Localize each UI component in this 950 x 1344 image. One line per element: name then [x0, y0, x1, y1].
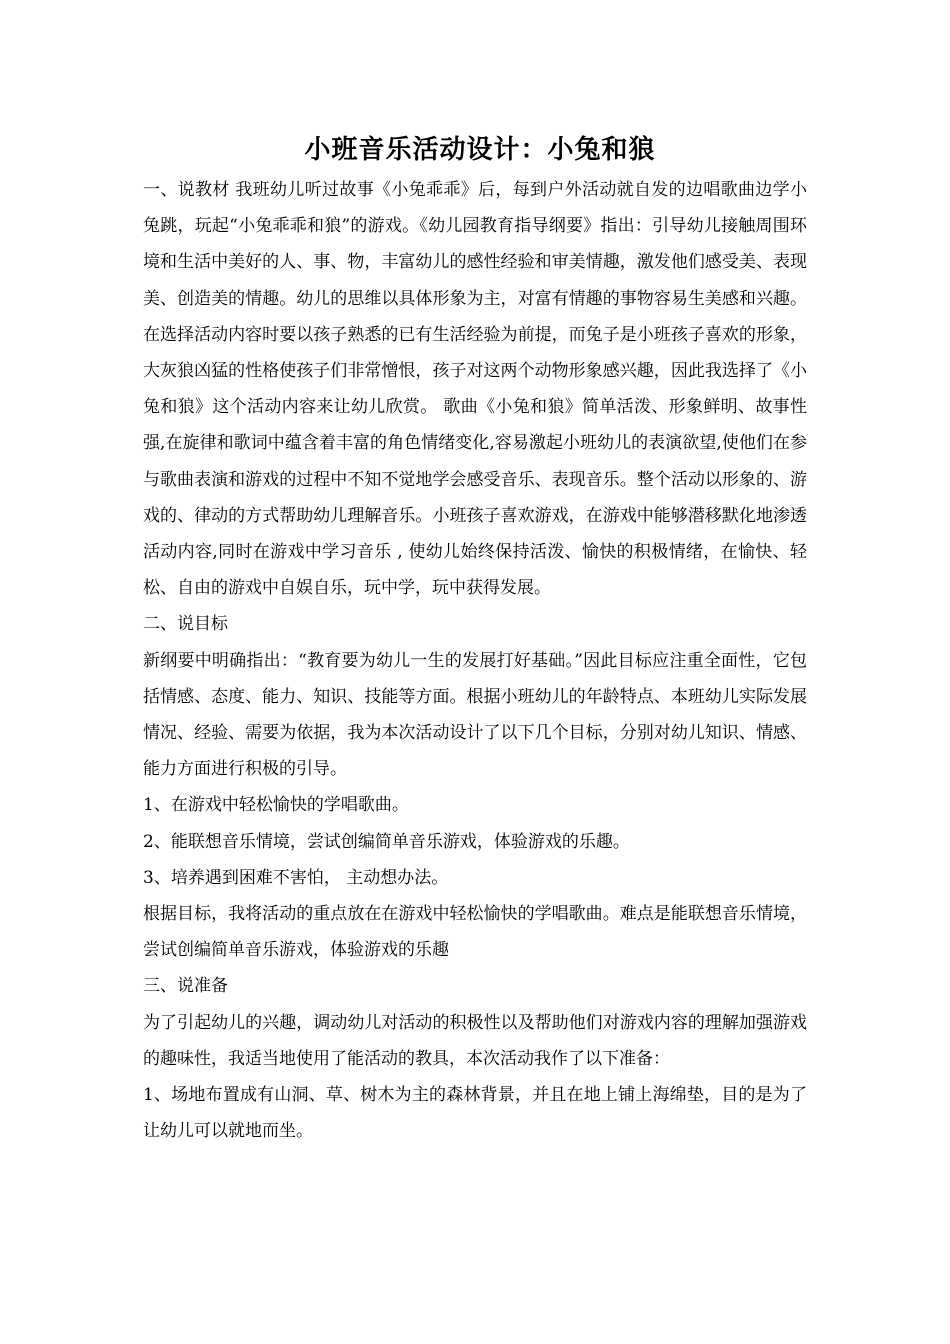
paragraph-teaching-material: 一、说教材 我班幼儿听过故事《小兔乖乖》后，每到户外活动就自发的边唱歌曲边学小兔跳，玩起“小兔乖乖和狼”的游戏。《幼儿园教育指导纲要》指出：引导幼儿接触周围环境和生活中美好的人、事、物，丰富幼儿的感性经验和审美情趣，激发他们感受美、表现美、创造美的情趣。幼儿的思维以具体形象为主，对富有情趣的事物容易生美感和兴趣。在选择活动内容时要以孩子熟悉的已有生活经验为前提，而兔子是小班孩子喜欢的形象，大灰狼凶猛的性格使孩子们非常憎恨，孩子对这两个动物形象感兴趣，因此我选择了《小兔和狼》这个活动内容来让幼儿欣赏。 歌曲《小兔和狼》简单活泼、形象鲜明、故事性强,在旋律和歌词中蕴含着丰富的角色情绪变化,容易激起小班幼儿的表演欲望,使他们在参与歌曲表演和游戏的过程中不知不觉地学会感受音乐、表现音乐。整个活动以形象的、游戏的、律动的方式帮助幼儿理解音乐。小班孩子喜欢游戏，在游戏中能够潜移默化地渗透活动内容,同时在游戏中学习音乐 , 使幼儿始终保持活泼、愉快的积极情绪，在愉快、轻松、自由的游戏中自娱自乐，玩中学，玩中获得发展。	[143, 180, 807, 599]
preparation-item-1: 1、场地布置成有山洞、草、树木为主的森林背景，并且在地上铺上海绵垫，目的是为了让幼儿可以就地而坐。	[143, 1085, 807, 1142]
objective-item-3: 3、培养遇到困难不害怕， 主动想办法。	[143, 867, 449, 888]
paragraph-key-points: 根据目标，我将活动的重点放在在游戏中轻松愉快的学唱歌曲。难点是能联想音乐情境，尝试创编简单音乐游戏，体验游戏的乐趣	[143, 904, 807, 961]
document-body	[143, 130, 807, 1149]
objective-item-1: 1、在游戏中轻松愉快的学唱歌曲。	[143, 795, 409, 816]
heading-objectives: 二、说目标	[143, 614, 228, 635]
paragraph-objectives-intro: 新纲要中明确指出：“教育要为幼儿一生的发展打好基础。”因此目标应注重全面性，它包括情感、态度、能力、知识、技能等方面。根据小班幼儿的年龄特点、本班幼儿实际发展情况、经验、需要为依据，我为本次活动设计了以下几个目标，分别对幼儿知识、情感、能力方面进行积极的引导。	[143, 650, 807, 780]
heading-preparation: 三、说准备	[143, 976, 228, 997]
paragraph-preparation-intro: 为了引起幼儿的兴趣，调动幼儿对活动的积极性以及帮助他们对游戏内容的理解加强游戏的趣味性，我适当地使用了能活动的教具，本次活动我作了以下准备：	[143, 1012, 807, 1069]
objective-item-2: 2、能联想音乐情境，尝试创编简单音乐游戏，体验游戏的乐趣。	[143, 831, 630, 852]
document-title: 小班音乐活动设计：小兔和狼	[304, 135, 656, 165]
